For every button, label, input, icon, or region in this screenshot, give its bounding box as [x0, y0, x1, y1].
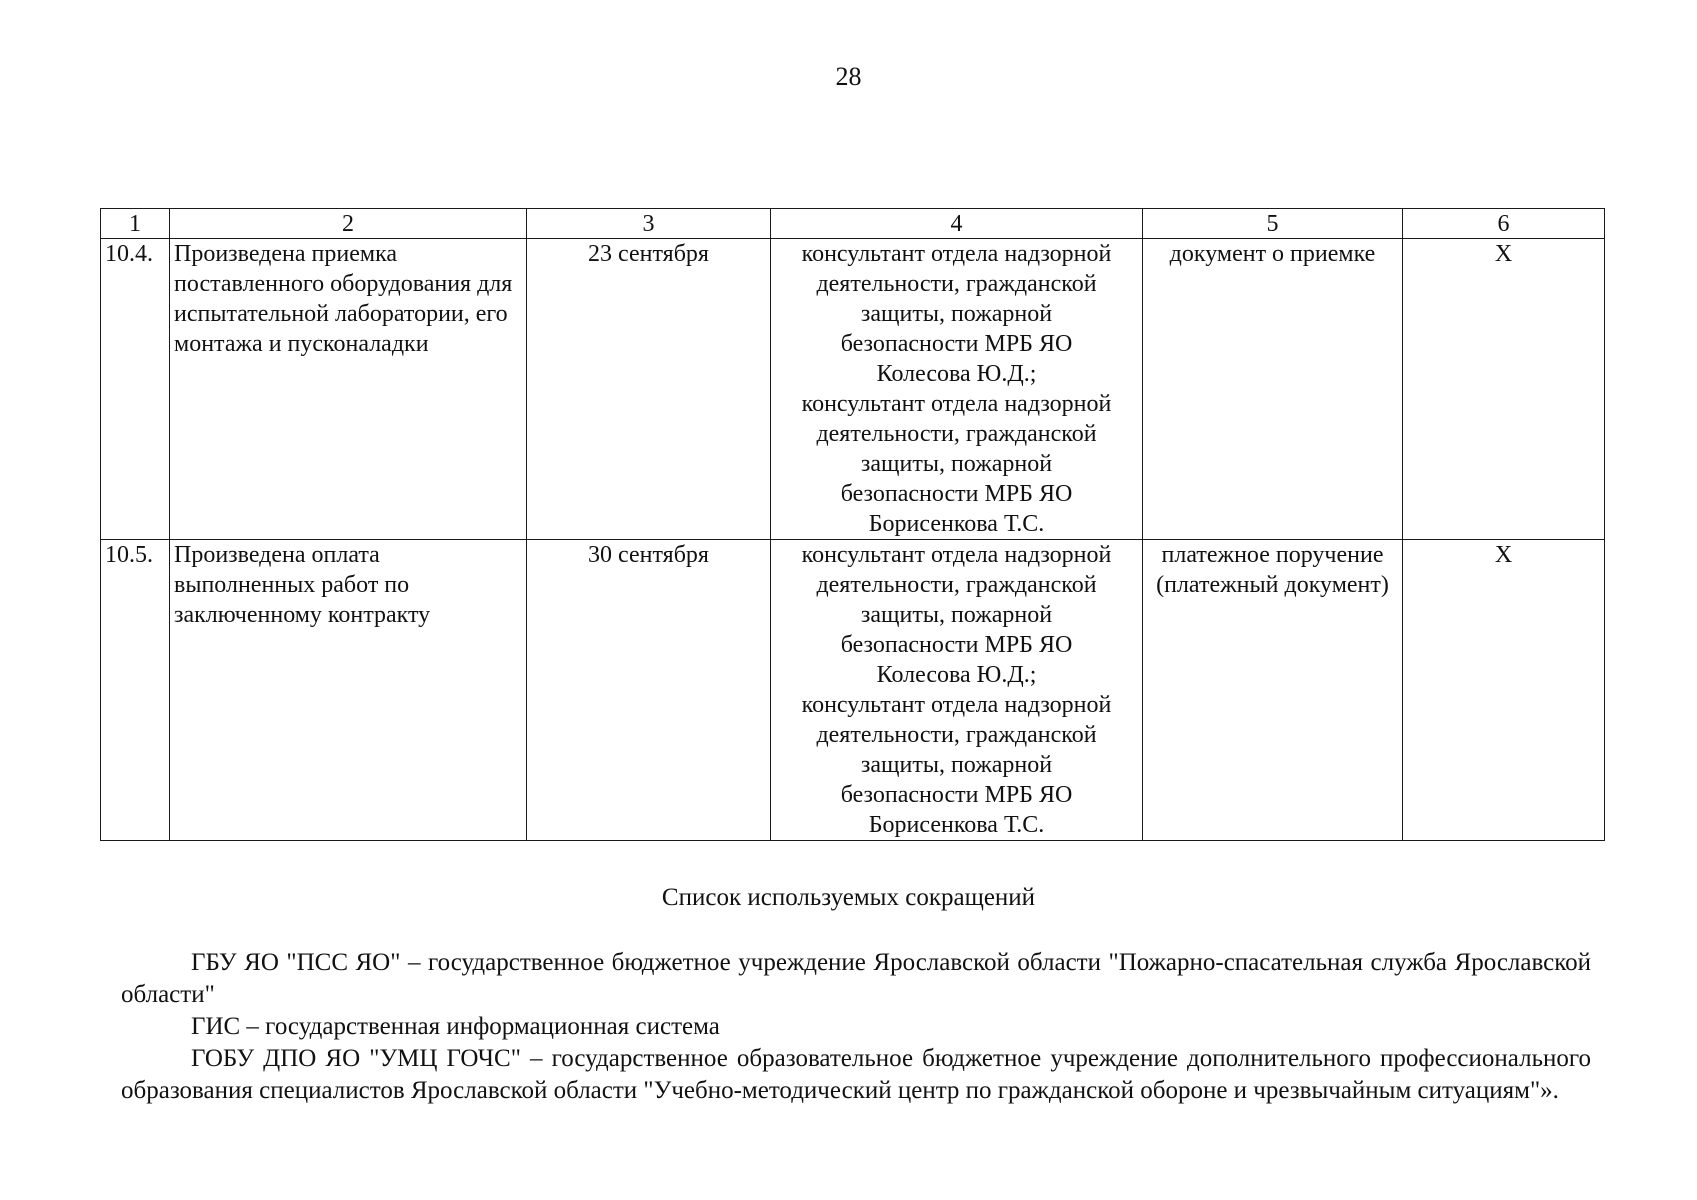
abbreviation-item: ГБУ ЯО "ПСС ЯО" – государственное бюджетное учреждение Ярославской области "Пожарно-спасательная служба Ярославской области"	[121, 949, 1591, 1008]
responsible-line: безопасности МРБ ЯО	[840, 331, 1073, 357]
plan-table	[100, 208, 1605, 841]
responsible-line: безопасности МРБ ЯО	[840, 632, 1073, 658]
column-header: 2	[170, 209, 527, 239]
abbreviation-item: ГИС – государственная информационная система	[191, 1013, 720, 1040]
responsible-line: консультант отдела надзорной	[801, 692, 1112, 718]
responsible-line: консультант отдела надзорной	[801, 542, 1112, 568]
column-header: 4	[771, 209, 1143, 239]
table-row	[101, 540, 1605, 841]
mark-cell: Х	[1403, 540, 1605, 841]
column-header: 3	[527, 209, 771, 239]
action-text: Произведена оплата выполненных работ по заключенному контракту	[170, 540, 527, 841]
responsible-line: Борисенкова Т.С.	[868, 511, 1045, 537]
abbreviation-item: ГОБУ ДПО ЯО "УМЦ ГОЧС" – государственное образовательное бюджетное учреждение дополнительного профессионального образования специалистов Ярославской области "Учебно-методический центр по гражданской обороне и чрезвычайным ситуациям"».	[121, 1045, 1591, 1104]
abbreviations-title: Список используемых сокращений	[661, 884, 1036, 911]
responsible-line: Борисенкова Т.С.	[868, 812, 1045, 838]
responsible-line: защиты, пожарной	[860, 301, 1053, 327]
responsible-line: Колесова Ю.Д.;	[876, 361, 1037, 387]
responsible-line: защиты, пожарной	[860, 752, 1053, 778]
column-header: 1	[101, 209, 170, 239]
responsible-line: деятельности, гражданской	[816, 722, 1097, 748]
responsible-line: безопасности МРБ ЯО	[840, 782, 1073, 808]
deadline-date: 30 сентября	[527, 540, 771, 841]
responsible-line: консультант отдела надзорной	[801, 241, 1112, 267]
action-text: Произведена приемка поставленного оборудования для испытательной лаборатории, его монтажа и пусконаладки	[170, 239, 527, 540]
result-document: платежное поручение (платежный документ)	[1143, 540, 1403, 841]
responsible-line: безопасности МРБ ЯО	[840, 481, 1073, 507]
row-number: 10.5.	[101, 540, 170, 841]
column-header: 6	[1403, 209, 1605, 239]
responsible-line: деятельности, гражданской	[816, 271, 1097, 297]
responsible-line: защиты, пожарной	[860, 451, 1053, 477]
table-row	[101, 239, 1605, 540]
responsible-line: деятельности, гражданской	[816, 421, 1097, 447]
responsible-line: защиты, пожарной	[860, 602, 1053, 628]
deadline-date: 23 сентября	[527, 239, 771, 540]
result-document: документ о приемке	[1143, 239, 1403, 540]
page-number: 28	[835, 62, 862, 91]
responsible-line: деятельности, гражданской	[816, 572, 1097, 598]
header-row	[101, 209, 1605, 239]
responsible-persons	[771, 540, 1143, 841]
abbreviations-list	[121, 947, 1591, 1107]
responsible-persons	[771, 239, 1143, 540]
responsible-line: консультант отдела надзорной	[801, 391, 1112, 417]
responsible-line: Колесова Ю.Д.;	[876, 662, 1037, 688]
row-number: 10.4.	[101, 239, 170, 540]
mark-cell: Х	[1403, 239, 1605, 540]
column-header: 5	[1143, 209, 1403, 239]
